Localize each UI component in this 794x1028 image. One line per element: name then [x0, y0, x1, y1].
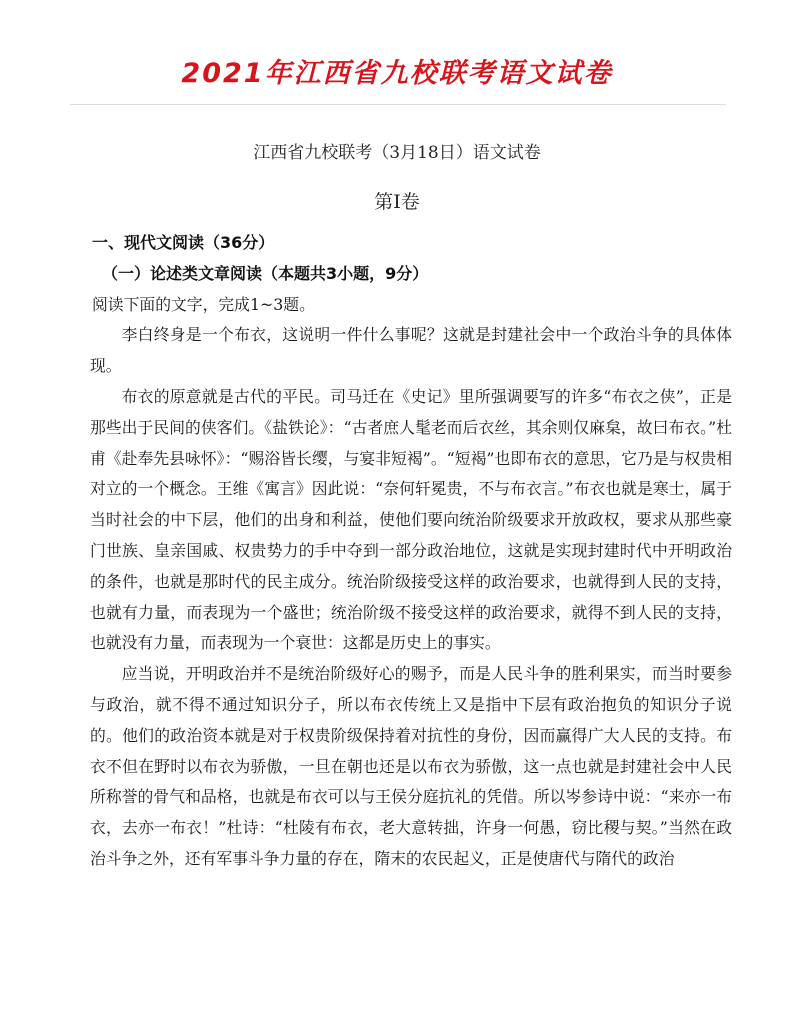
- section-heading: 一、现代文阅读（36分）: [92, 233, 275, 252]
- document-body: [90, 228, 732, 875]
- reading-instruction: 阅读下面的文字，完成1~3题。: [92, 294, 315, 314]
- volume-label: 第Ⅰ卷: [374, 191, 420, 213]
- passage-paragraph-2: 布衣的原意就是古代的平民。司马迁在《史记》里所强调要写的许多“布衣之侠”，正是那些出于民间的侠客们。《盐铁论》：“古者庶人髦老而后衣丝，其余则仅麻枲，故曰布衣。”杜甫《赴奉先县咏怀》：“赐浴皆长缨，与宴非短褐”。“短褐”也即布衣的意思，它乃是与权贵相对立的一个概念。王维《寓言》因此说：“奈何轩冕贵，不与布衣言。”布衣也就是寒士，属于当时社会的中下层，他们的出身和利益，使他们要向统治阶级要求开放政权，要求从那些豪门世族、皇亲国戚、权贵势力的手中夺到一部分政治地位，这就是实现封建时代中开明政治的条件，也就是那时代的民主成分。统治阶级接受这样的政治要求，也就得到人民的支持，也就有力量，而表现为一个盛世；统治阶级不接受这样的政治要求，就得不到人民的支持，也就没有力量，而表现为一个衰世：这都是历史上的事实。: [90, 386, 732, 653]
- passage-paragraph-1: 李白终身是一个布衣，这说明一件什么事呢？这就是封建社会中一个政治斗争的具体体现。: [90, 325, 732, 376]
- subsection-heading: （一）论述类文章阅读（本题共3小题，9分）: [102, 263, 429, 283]
- title-divider: [70, 104, 726, 105]
- exam-subtitle: 江西省九校联考（3月18日）语文试卷: [253, 143, 541, 163]
- document-title: 2021年江西省九校联考语文试卷: [181, 58, 613, 89]
- passage-paragraph-3: 应当说，开明政治并不是统治阶级好心的赐予，而是人民斗争的胜利果实，而当时要参与政治，就不得不通过知识分子，所以布衣传统上又是指中下层有政治抱负的知识分子说的。他们的政治资本就是对于权贵阶级保持着对抗性的身份，因而赢得广大人民的支持。布衣不但在野时以布衣为骄傲，一旦在朝也还是以布衣为骄傲，这一点也就是封建社会中人民所称誉的骨气和品格，也就是布衣可以与王侯分庭抗礼的凭借。所以岑参诗中说：“来亦一布衣，去亦一布衣！”杜诗：“杜陵有布衣，老大意转拙，许身一何愚，窃比稷与契。”当然在政治斗争之外，还有军事斗争力量的存在，隋末的农民起义，正是使唐代与隋代的政治: [90, 664, 732, 868]
